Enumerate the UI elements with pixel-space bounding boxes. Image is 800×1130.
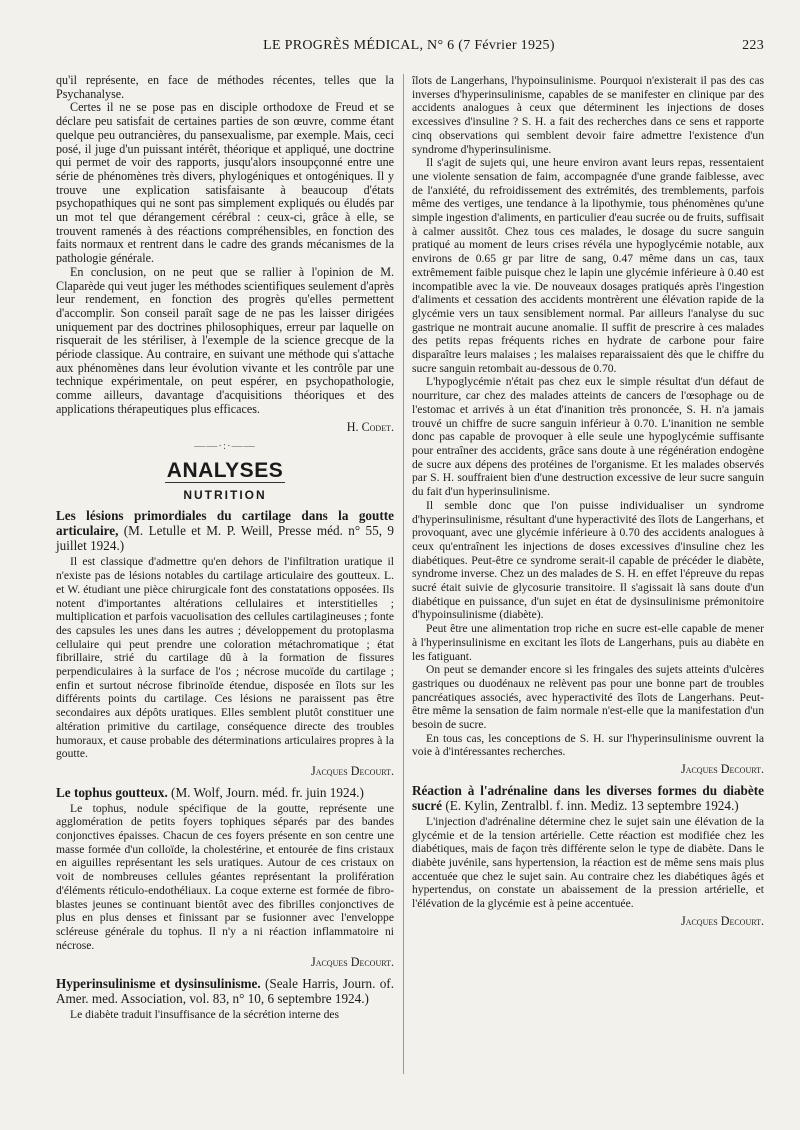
subsection-heading: NUTRITION (183, 487, 267, 502)
paragraph: On peut se demander encore si les fringales des sujets atteints d'ulcères gastriques ou duodénaux ne relèvent pas pour une bonne part de troubles pancréatiques associés, avec hyperactivité des îlots de Langerhans. Peut-être même la sensation de faim normale n'est-elle que la manifestation d'un besoin de sucre. (412, 663, 764, 732)
journal-title: LE PROGRÈS MÉDICAL, N° 6 (7 Février 1925) (263, 38, 555, 53)
left-column (56, 74, 394, 1022)
signature: Jacques Decourt. (310, 955, 394, 970)
column-divider (403, 74, 404, 1074)
paragraph: En tous cas, les conceptions de S. H. sur l'hyperinsulinisme ouvrent la voie à d'intéressantes recherches. (412, 731, 764, 759)
paragraph: îlots de Langerhans, l'hypoinsulinisme. Pourquoi n'existerait il pas des cas inverses d'hyperinsulinisme, capables de se manifester en clinique par des accidents analogues à ceux que déterminent les injections de doses excessives d'insuline ? S. H. a fait des recherches dans ce sens et rapporte cinq observations qui semblent devoir faire admettre l'existence d'un syndrome d'hyperinsulinisme. (412, 74, 764, 156)
page-number: 223 (742, 38, 764, 53)
section-ornament: ——·:·—— (194, 440, 256, 453)
signature: Jacques Decourt. (680, 913, 764, 928)
running-head (54, 38, 764, 56)
paragraph: En conclusion, on ne peut que se rallier à l'opinion de M. Claparède qui veut juger les méthodes scientifiques seulement d'après leur rendement, en fonction des progrès qu'elles permettent d'accomplir. Son conseil paraît sage de ne pas les laisser dirigées uniquement par des doctrines philosophiques, erreur par laquelle on risquerait de les stériliser, à l'exemple de la science grecque de la période classique. Au contraire, en suivant une méthode qui s'attache aux phénomènes dans leur évolution vivante et les contrôle par une technique expérimentale, on peut espérer, en psychopathologie, comme ailleurs, davantage d'acquisitions théoriques et des applications thérapeutiques plus efficaces. (56, 264, 395, 416)
article-title-text: Hyperinsulinisme et dysinsulinisme. (56, 976, 261, 992)
right-column (412, 74, 764, 934)
article-reference: (M. Wolf, Journ. méd. fr. juin 1924.) (171, 784, 364, 800)
paragraph: Il semble donc que l'on puisse individualiser un syndrome d'hyperinsulinisme, résultant d'une hyperactivité des îlots de Langerhans, et provoquant, avec une glycémie inférieure à 0.70 des accidents analogues à ceux qu'entraînent les injections de doses excessives d'insuline chez les diabétiques. Peut-être ce syndrome serait-il capable de précéder le diabète, syndrome inverse. Chez un des malades de S. H. en effet l'épreuve du repas sucré était suivie de glycosurie transitoire. Il s'agissait là sans doute d'un diabétique en puissance, d'un sujet en état de dysinsulinisme prémonitoire d'hypoinsulinisme (diabète). (412, 498, 764, 622)
article-body: L'injection d'adrénaline détermine chez le sujet sain une élévation de la glycémie et de la tension artérielle. Cette réaction est modifiée chez les diabétiques, mais de façon très différente selon le type de diabète. Dans le diabète juvénile, sans hypertension, la réaction est de même sens mais plus accentuée que chez le sujet sain. Au contraire chez les diabétiques âgés et hypertendus, on constate un abaissement de la pression artérielle, et l'élévation de la glycémie est à peine accentuée. (412, 814, 764, 911)
article-reference: (Seale Harris, Journ. of. Amer. med. Association, vol. 83, n° 10, 6 septembre 1924.) (56, 976, 394, 1007)
article-title (56, 508, 394, 553)
article-title (412, 783, 764, 813)
paragraph: Peut être une alimentation trop riche en sucre est-elle capable de mener à l'hyperinsulinisme en excitant les îlots de Langerhans, puis au diabète en les fatiguant. (412, 622, 764, 663)
article-reference: (M. Letulle et M. P. Weill, Presse méd. n° 55, 9 juillet 1924.) (56, 523, 394, 554)
article-body: Il est classique d'admettre qu'en dehors de l'infiltration uratique il n'existe pas de lésions notables du cartilage articulaire des goutteux. L. et W. étudiant une pièce chirurgicale font des constatations opposées. Ils notent d'importantes altérations cellulaires et interstitielles ; multiplication et parfois vacuolisation des cellules cartilagineuses ; fonte des capsules les unes dans les autres ; développement du protoplasma cellulaire qui peut prendre une coloration métachromatique ; état fibrillaire, strié du cartilage dû à la formation de fissures perpendiculaires à la surface de l'os ; nécrose mucoïde du cartilage ; enfin et surtout nécrose fibrinoïde étendue, disposée en îlots sur les différents points du cartilage. Ces lésions ne paraissent pas être secondaires aux dépôts uratiques. Elles semblent plutôt constituer une altération primitive du cartilage, conséquence directe des troubles humoraux, et cause probable des déterminations articulaires propres à la goutte. (56, 555, 394, 761)
article-title-text: Réaction à l'adrénaline dans les diverses formes du diabète sucré (412, 782, 764, 813)
signature: Jacques Decourt. (680, 762, 764, 777)
article-title-text: Les lésions primordiales du cartilage dans la goutte articulaire, (56, 508, 394, 539)
article-body: Le tophus, nodule spécifique de la goutte, représente une agglomération de petits foyers tophiques séparés par des bandes conjonctives épaisses. Chacun de ces foyers présente en son centre une masse formée d'un colloïde, la cholestérine, et entourée de fins cristaux en aiguilles représentant les sels uratiques. Autour de ces cristaux on voit de nombreuses cellules géantes représentant la prolifération d'éléments réticulo-endothéliaux. La coque externe est formée de fibro-blastes jeunes se continuant bientôt avec des fibrilles conjonctives de plus en plus denses et finissant par se fusionner avec l'enveloppe scléreuse générale du tophus. Il n'y a ni réaction inflammatoire ni nécrose. (56, 801, 394, 952)
paragraph: L'hypoglycémie n'était pas chez eux le simple résultat d'un défaut de nourriture, car chez des malades atteints de cancers de l'œsophage ou de l'estomac et arrivés à un état d'inanition très prononcée, S. H. n'a jamais trouvé un chiffre de sucre sanguin inférieur à 0.70. L'inanition ne semble donc pas capable de provoquer à elle seule une hypoglycémie suffisante pour entraîner des accidents, grâce sans doute à une régénération endogène de sucre aux dépens des protéines de l'organisme. Et les malades observés par S. H. souffraient bien d'une destruction excessive de leur sucre sanguin du fait d'un hyperinsulinisme. (412, 375, 764, 499)
article-title-text: Le tophus goutteux. (56, 784, 168, 800)
signature: Jacques Decourt. (310, 763, 394, 778)
paragraph: Certes il ne se pose pas en disciple orthodoxe de Freud et se déclare peu satisfait de certaines parties de son œuvre, comme étant quelque peu outrancières, du pansexualisme, par exemple. Mais, ceci posé, il juge d'un puissant intérêt, théorique et appliqué, une doctrine qui permet de voir des rapports, jusqu'alors insoupçonné entre une série de phénomènes très divers, phylogéniques et ontogéniques. Il y trouve une explication satisfaisante à beaucoup d'états psychopathiques qui ne sont pas simplement expliqués ou éludés par un mot tel que dérangement cérébral : ceux-ci, grâce à elle, se trouvent ramenés à des réactions compréhensibles, en fonction des faits normaux et rentrent dans le cadre des grands mécanismes de la pathologie générale. (56, 100, 394, 266)
section-heading: ANALYSES (166, 458, 284, 482)
article-reference: (E. Kylin, Zentralbl. f. inn. Mediz. 13 septembre 1924.) (445, 797, 739, 813)
signature: H. Codet. (346, 419, 394, 434)
paragraph: Il s'agit de sujets qui, une heure environ avant leurs repas, ressentaient une violente sensation de faim, accompagnée d'une grande faiblesse, avec de l'anxiété, du refroidissement des extrémités, des tremblements, parfois même des vertiges, une tendance à la lipothymie, tous phénomènes qu'une simple ingestion d'aliments, en particulier d'eau sucrée ou de fruits, suffisait à calmer aussitôt. Chez tous ces malades, le dosage du sucre sanguin pratiqué au moment de leurs crises révéla une hypoglycémie notable, aux environs de 0.65 gr par litre de sang, 0.47 même dans un cas, taux extrêmement faible puisque chez le lapin une glycémie inférieure à 0.40 est incompatible avec la vie. De nouveaux dosages pratiqués après l'ingestion d'aliments et cessation des accidents montrèrent une élévation rapide de la glycémie vers un taux sensiblement normal. Par ailleurs l'analyse du suc gastrique ne montrait aucune anomalie. Il suffit de prescrire à ces malades des petits repas fréquents riches en hydrate de carbone pour faire disparaître leurs malaises ; les malaises reparaissaient dès que le chiffre du sucre sanguin retombait au-dessous de 0.70. (412, 156, 764, 375)
article-body: Le diabète traduit l'insuffisance de la sécrétion interne des (70, 1008, 340, 1022)
article-title (56, 976, 394, 1006)
paragraph: qu'il représente, en face de méthodes récentes, telles que la Psychanalyse. (56, 73, 394, 101)
article-title (56, 785, 394, 800)
